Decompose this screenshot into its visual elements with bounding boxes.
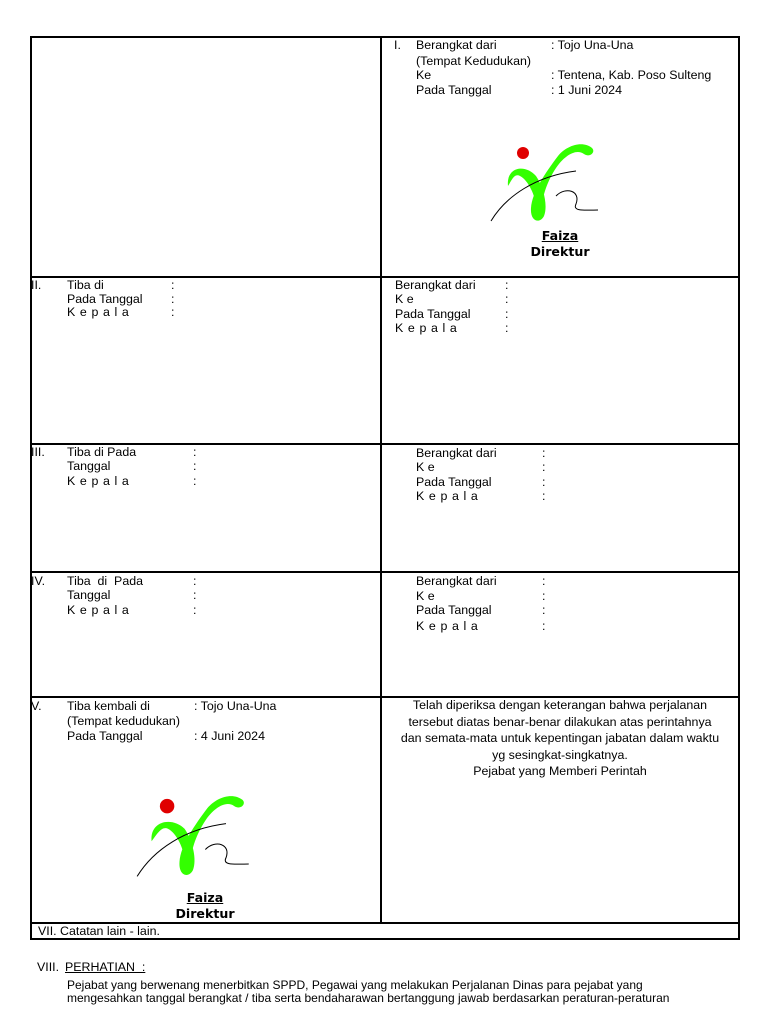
- section-7-notes: VII. Catatan lain - lain.: [38, 924, 160, 938]
- section-5-signer-title: Direktur: [175, 906, 235, 921]
- section-3-left-row-2: Tanggal: [67, 459, 111, 473]
- section-4-right-colon-1: :: [542, 574, 546, 588]
- section-3-right-colon-2: :: [542, 460, 546, 474]
- table-border-bottom: [30, 938, 740, 940]
- section-8-line-1: Pejabat yang berwenang menerbitkan SPPD, Pegawai yang melakukan Perjalanan Dinas para pejabat yang: [67, 978, 643, 992]
- section-3-left-row-3: K e p a l a: [67, 474, 130, 488]
- section-5-label-origin: (Tempat kedudukan): [67, 714, 180, 728]
- section-5-value-date: : 4 Juni 2024: [194, 729, 265, 743]
- section-3-right-row-1: Berangkat dari: [416, 446, 497, 460]
- table-border-top: [30, 36, 740, 38]
- section-2-left-row-1: Tiba di: [67, 278, 104, 292]
- section-4-right-row-3: Pada Tanggal: [416, 603, 492, 617]
- row-divider-3: [30, 571, 740, 573]
- section-4-right-colon-2: :: [542, 589, 546, 603]
- statement-line: yg sesingkat-singkatnya.: [492, 747, 628, 762]
- section-2-left-row-3: K e p a l a: [67, 305, 130, 319]
- section-3-left-colon-2: :: [193, 459, 197, 473]
- section-3-right-colon-1: :: [542, 446, 546, 460]
- statement-line: Telah diperiksa dengan keterangan bahwa perjalanan: [412, 698, 708, 712]
- section-3-left-colon-3: :: [193, 474, 197, 488]
- section-2-right-colon-4: :: [505, 321, 509, 335]
- section-4-right-row-4: K e p a l a: [416, 619, 479, 633]
- statement-line: tersebut diatas benar-benar dilakukan atas perintahnya: [408, 714, 712, 729]
- section-4-left-colon-2: :: [193, 588, 197, 602]
- table-border-left: [30, 36, 32, 939]
- section-3-right-colon-3: :: [542, 475, 546, 489]
- section-4-right-row-1: Berangkat dari: [416, 574, 497, 588]
- section-1-value-to: : Tentena, Kab. Poso Sulteng: [551, 68, 712, 82]
- section-2-right-row-4: K e p a l a: [395, 321, 458, 335]
- section-1-label-to: Ke: [416, 68, 432, 82]
- section-5-label-return: Tiba kembali di: [67, 699, 150, 713]
- section-1-signer-name: Faiza: [541, 228, 579, 243]
- section-4-right-colon-3: :: [542, 603, 546, 617]
- green-leaf-logo-icon: [133, 786, 257, 882]
- table-divider-middle: [380, 36, 382, 923]
- section-5-statement: [382, 697, 738, 780]
- section-2-right-row-3: Pada Tanggal: [395, 307, 471, 321]
- section-2-right-row-1: Berangkat dari: [395, 278, 476, 292]
- section-4-left-row-1: Tiba di Pada: [67, 574, 143, 588]
- section-4-roman: IV.: [31, 574, 46, 588]
- green-leaf-logo-icon: [486, 136, 606, 226]
- section-8-roman: VIII.: [37, 960, 60, 974]
- section-3-right-row-3: Pada Tanggal: [416, 475, 492, 489]
- section-5-label-date: Pada Tanggal: [67, 729, 143, 743]
- statement-line: dan semata-mata untuk kepentingan jabatan dalam waktu: [400, 731, 720, 745]
- section-8-heading: PERHATIAN :: [65, 960, 146, 974]
- section-5-value-return: : Tojo Una-Una: [194, 699, 277, 713]
- section-2-right-colon-3: :: [505, 307, 509, 321]
- section-3-right-colon-4: :: [542, 489, 546, 503]
- section-2-left-row-2: Pada Tanggal: [67, 292, 143, 306]
- section-2-left-colon-2: :: [171, 292, 175, 306]
- section-2-left-colon-1: :: [171, 278, 175, 292]
- section-3-roman: III.: [31, 445, 45, 459]
- section-3-right-row-4: K e p a l a: [416, 489, 479, 503]
- section-2-right-row-2: K e: [395, 292, 414, 306]
- section-8-line-2: mengesahkan tanggal berangkat / tiba serta bendaharawan bertanggung jawab berdasarkan peraturan-peraturan: [67, 991, 670, 1005]
- section-4-left-colon-3: :: [193, 603, 197, 617]
- row-divider-2: [30, 443, 740, 445]
- row-divider-1: [30, 276, 740, 278]
- section-3-left-row-1: Tiba di Pada: [67, 445, 137, 459]
- section-3-right-row-2: K e: [416, 460, 435, 474]
- section-1-label-date: Pada Tanggal: [416, 83, 492, 97]
- section-4-right-row-2: K e: [416, 589, 435, 603]
- section-1-roman: I.: [394, 38, 401, 52]
- table-border-right: [738, 36, 740, 939]
- section-1-value-depart: : Tojo Una-Una: [551, 38, 634, 52]
- section-2-roman: II.: [31, 278, 42, 292]
- section-1-value-date: : 1 Juni 2024: [551, 83, 622, 97]
- section-1-label-origin: (Tempat Kedudukan): [416, 54, 532, 68]
- section-2-right-colon-1: :: [505, 278, 509, 292]
- section-5-roman: V.: [31, 699, 42, 713]
- section-2-left-colon-3: :: [171, 305, 175, 319]
- section-4-left-colon-1: :: [193, 574, 197, 588]
- section-5-signer-name: Faiza: [186, 890, 224, 905]
- statement-signer-caption: Pejabat yang Memberi Perintah: [473, 764, 647, 778]
- section-4-left-row-2: Tanggal: [67, 588, 111, 602]
- section-4-left-row-3: K e p a l a: [67, 603, 130, 617]
- section-1-label-depart: Berangkat dari: [416, 38, 497, 52]
- section-3-left-colon-1: :: [193, 445, 197, 459]
- section-2-right-colon-2: :: [505, 292, 509, 306]
- section-1-signer-title: Direktur: [530, 244, 590, 259]
- section-4-right-colon-4: :: [542, 619, 546, 633]
